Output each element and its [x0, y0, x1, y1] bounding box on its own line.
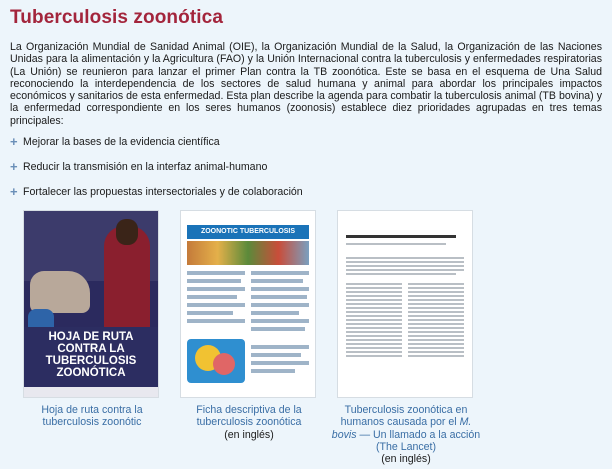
link-text-italic: M. bovis [331, 416, 472, 441]
list-item [10, 185, 602, 210]
page-title: Tuberculosis zoonótica [10, 7, 223, 28]
plus-icon: + [10, 159, 18, 174]
thumbnail-title: HOJA DE RUTA CONTRA LA TUBERCULOSIS ZOONÓTICA [45, 331, 137, 379]
plus-icon: + [10, 184, 18, 199]
list-item-text: Fortalecer las propuestas intersectoriales y de colaboración [23, 186, 303, 198]
list-item [10, 135, 602, 160]
roadmap-cover-thumbnail[interactable] [23, 210, 159, 398]
card-caption [327, 404, 485, 465]
thumbnail-title: ZOONOTIC TUBERCULOSIS [187, 225, 309, 239]
list-item-text: Reducir la transmisión en la interfaz animal-humano [23, 161, 268, 173]
bullet-list [10, 135, 602, 210]
roadmap-link[interactable]: Hoja de ruta contra la tuberculosis zoonótic [41, 404, 143, 429]
language-note: (en inglés) [381, 453, 431, 466]
intro-paragraph: La Organización Mundial de Sanidad Animal (OIE), la Organización Mundial de la Salud, la Organización de las Naciones Unidas para la alimentación y la Agricultura (FAO) y la Unión Internacional contra la tuberculosis y enfermedades respiratorias (La Unión) se reunieron para lanzar el primer Plan contra la TB zoonótica. Este se basa en el esquema de Una Salud reconociendo la interdependencia de los sectores de salud humana y animal para abordar los principales impactos económicos y sanitarios de esta enfermedad. Esta plan describe la agenda para combatir la tuberculosis animal (TB bovina) y la enfermedad correspondiente en los seres humanos (zoonosis) establece diez prioridades agrupadas en tres temas principales: [10, 41, 602, 127]
lancet-article-thumbnail[interactable] [337, 210, 473, 398]
plus-icon: + [10, 134, 18, 149]
list-item [10, 160, 602, 185]
factsheet-link[interactable]: Ficha descriptiva de la tuberculosis zoonótica [196, 404, 302, 429]
factsheet-thumbnail[interactable] [180, 210, 316, 398]
link-text: — Un llamado a la acción (The Lancet) [356, 428, 481, 453]
lancet-article-link[interactable] [332, 404, 480, 453]
list-item-text: Mejorar la bases de la evidencia científica [23, 136, 220, 148]
card-caption [170, 404, 328, 441]
card-caption [13, 404, 171, 429]
language-note: (en inglés) [224, 428, 274, 441]
link-text: Tuberculosis zoonótica en humanos causada por el [340, 404, 468, 429]
